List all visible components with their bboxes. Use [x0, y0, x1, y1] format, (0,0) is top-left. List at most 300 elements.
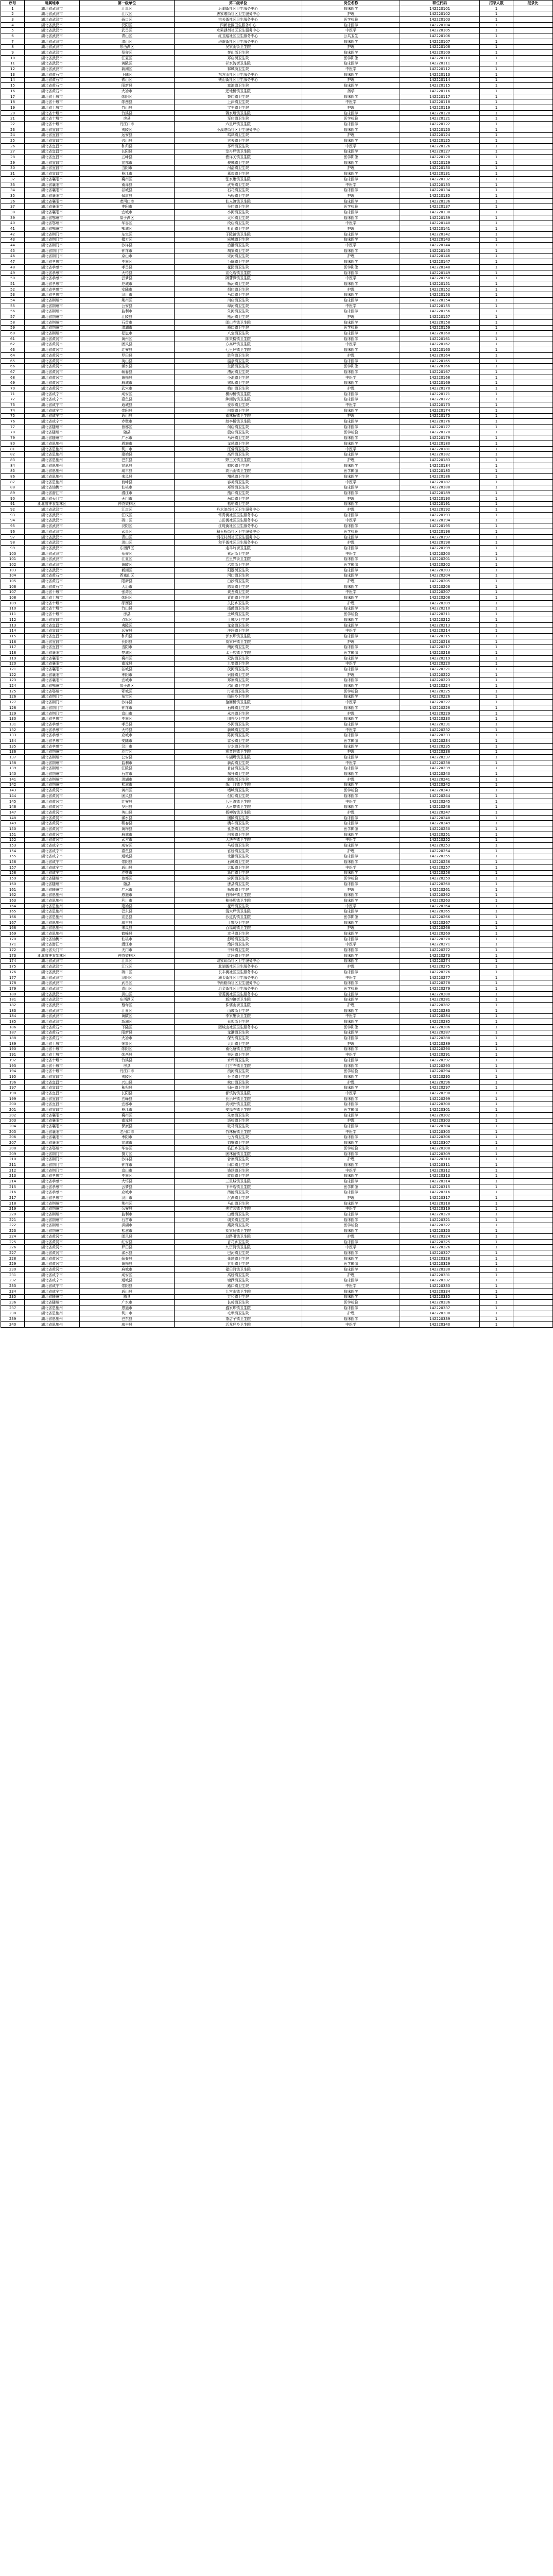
ratio-cell	[513, 727, 553, 733]
row-number-cell: 193	[1, 1063, 25, 1069]
post-name-cell: 护理	[302, 810, 400, 816]
post-code-cell: 142220149	[400, 270, 480, 276]
level1-unit-cell: 钟祥市	[80, 705, 175, 711]
city-cell: 湖北省恩施州	[25, 903, 80, 909]
quota-cell: 1	[480, 947, 513, 953]
ratio-cell	[513, 870, 553, 876]
level1-unit-cell: 南漳县	[80, 661, 175, 667]
post-code-cell: 142220158	[400, 319, 480, 325]
level2-unit-cell: 杨河镇卫生院	[175, 281, 302, 287]
level2-unit-cell: 奓山街卫生院	[175, 50, 302, 56]
table-row	[1, 622, 553, 628]
level2-unit-cell: 漕河镇卫生院	[175, 369, 302, 375]
post-code-cell: 142220268	[400, 925, 480, 931]
post-name-cell: 药学	[302, 89, 400, 94]
level2-unit-cell: 毛坝镇卫生院	[175, 1311, 302, 1316]
row-number-cell: 44	[1, 243, 25, 248]
city-cell: 湖北省黄冈市	[25, 1267, 80, 1273]
post-name-cell: 临床医学	[302, 1267, 400, 1273]
post-name-cell: 护理	[302, 386, 400, 392]
post-code-cell: 142220224	[400, 683, 480, 689]
level1-unit-cell: 钟祥市	[80, 1162, 175, 1168]
city-cell: 湖北省黄冈市	[25, 810, 80, 816]
row-number-cell: 171	[1, 942, 25, 947]
ratio-cell	[513, 936, 553, 942]
table-row	[1, 529, 553, 535]
post-name-cell: 临床医学	[302, 94, 400, 99]
table-row	[1, 347, 553, 353]
post-code-cell: 142220316	[400, 1190, 480, 1195]
table-row	[1, 639, 553, 645]
city-cell: 湖北省武汉市	[25, 507, 80, 513]
table-row	[1, 628, 553, 634]
table-row	[1, 122, 553, 127]
quota-cell: 1	[480, 276, 513, 281]
level1-unit-cell: 蕲春县	[80, 1256, 175, 1261]
header-cell: 序号	[1, 1, 25, 6]
ratio-cell	[513, 72, 553, 77]
level1-unit-cell: 五峰县	[80, 1096, 175, 1101]
quota-cell: 1	[480, 1146, 513, 1151]
ratio-cell	[513, 1250, 553, 1256]
ratio-cell	[513, 810, 553, 816]
row-number-cell: 214	[1, 1179, 25, 1184]
post-name-cell: 护理	[302, 1041, 400, 1046]
row-number-cell: 14	[1, 77, 25, 83]
recruitment-table	[1, 0, 553, 1328]
post-name-cell: 中医学	[302, 402, 400, 408]
ratio-cell	[513, 281, 553, 287]
level2-unit-cell: 茶店镇卫生院	[175, 94, 302, 99]
level2-unit-cell: 张塝镇卫生院	[175, 1256, 302, 1261]
level2-unit-cell: 椒园镇卫生院	[175, 463, 302, 468]
post-name-cell: 临床医学	[302, 188, 400, 193]
post-code-cell: 142220154	[400, 298, 480, 303]
city-cell: 湖北省黄冈市	[25, 837, 80, 843]
post-name-cell: 临床医学	[302, 716, 400, 722]
table-row	[1, 980, 553, 986]
ratio-cell	[513, 606, 553, 612]
table-row	[1, 485, 553, 490]
table-row	[1, 617, 553, 623]
row-number-cell: 3	[1, 17, 25, 23]
ratio-cell	[513, 319, 553, 325]
table-row	[1, 1322, 553, 1328]
table-row	[1, 931, 553, 937]
quota-cell: 1	[480, 876, 513, 882]
quota-cell: 1	[480, 837, 513, 843]
city-cell: 湖北省荆州市	[25, 319, 80, 325]
row-number-cell: 100	[1, 551, 25, 556]
table-row	[1, 353, 553, 359]
level2-unit-cell: 陈贵镇卫生院	[175, 584, 302, 589]
table-row	[1, 600, 553, 606]
ratio-cell	[513, 83, 553, 89]
level1-unit-cell: 宣恩县	[80, 914, 175, 920]
row-number-cell: 77	[1, 424, 25, 430]
row-number-cell: 92	[1, 507, 25, 513]
level1-unit-cell: 樊城区	[80, 650, 175, 656]
city-cell: 湖北省宜昌市	[25, 1096, 80, 1101]
city-cell: 湖北省荆门市	[25, 710, 80, 716]
table-row	[1, 562, 553, 568]
post-name-cell: 临床医学	[302, 309, 400, 314]
quota-cell: 1	[480, 501, 513, 507]
post-code-cell: 142220249	[400, 821, 480, 826]
table-row	[1, 749, 553, 755]
row-number-cell: 42	[1, 231, 25, 237]
post-code-cell: 142220180	[400, 441, 480, 447]
level1-unit-cell: 当阳市	[80, 165, 175, 171]
ratio-cell	[513, 848, 553, 854]
quota-cell: 1	[480, 99, 513, 105]
quota-cell: 1	[480, 369, 513, 375]
table-row	[1, 793, 553, 799]
city-cell: 湖北省武汉市	[25, 50, 80, 56]
post-name-cell: 护理	[302, 1118, 400, 1124]
row-number-cell: 203	[1, 1118, 25, 1124]
level2-unit-cell: 烟店镇卫生院	[175, 286, 302, 292]
post-name-cell: 临床医学	[302, 771, 400, 777]
quota-cell: 1	[480, 546, 513, 551]
city-cell: 湖北省武汉市	[25, 986, 80, 992]
post-code-cell: 142220269	[400, 931, 480, 937]
level2-unit-cell: 邾城街卫生院	[175, 66, 302, 72]
post-name-cell: 临床医学	[302, 766, 400, 771]
quota-cell: 1	[480, 622, 513, 628]
ratio-cell	[513, 1173, 553, 1179]
ratio-cell	[513, 766, 553, 771]
row-number-cell: 20	[1, 110, 25, 116]
quota-cell: 1	[480, 424, 513, 430]
level2-unit-cell: 石城镇卫生院	[175, 859, 302, 865]
level2-unit-cell: 河口镇卫生院	[175, 573, 302, 579]
table-row	[1, 479, 553, 485]
level2-unit-cell: 熊口镇卫生院	[175, 490, 302, 496]
level2-unit-cell: 石牌镇卫生院	[175, 705, 302, 711]
post-name-cell: 临床医学	[302, 523, 400, 529]
table-row	[1, 947, 553, 953]
post-name-cell: 临床医学	[302, 347, 400, 353]
city-cell: 湖北省鄂州市	[25, 226, 80, 232]
row-number-cell: 140	[1, 771, 25, 777]
level1-unit-cell: 黄陂区	[80, 562, 175, 568]
ratio-cell	[513, 991, 553, 997]
level2-unit-cell: 安福寺镇卫生院	[175, 1107, 302, 1113]
post-code-cell: 142220145	[400, 248, 480, 253]
level1-unit-cell: 阳新县	[80, 1030, 175, 1036]
level1-unit-cell: 嘉鱼县	[80, 848, 175, 854]
row-number-cell: 166	[1, 914, 25, 920]
table-row	[1, 1239, 553, 1245]
table-row	[1, 188, 553, 193]
city-cell: 湖北省黄冈市	[25, 1239, 80, 1245]
post-code-cell: 142220124	[400, 132, 480, 138]
city-cell: 湖北省宜昌市	[25, 628, 80, 634]
table-row	[1, 799, 553, 804]
post-name-cell: 医学检验	[302, 876, 400, 882]
city-cell: 湖北省襄阳市	[25, 661, 80, 667]
table-row	[1, 1003, 553, 1008]
level1-unit-cell: 远安县	[80, 628, 175, 634]
table-row	[1, 314, 553, 320]
level2-unit-cell: 唐县镇卫生院	[175, 882, 302, 887]
post-code-cell: 142220186	[400, 474, 480, 480]
ratio-cell	[513, 1019, 553, 1025]
city-cell: 湖北省孝感市	[25, 1179, 80, 1184]
level1-unit-cell: 松滋市	[80, 331, 175, 336]
post-code-cell: 142220110	[400, 55, 480, 61]
city-cell: 湖北省武汉市	[25, 44, 80, 50]
row-number-cell: 5	[1, 28, 25, 33]
ratio-cell	[513, 325, 553, 331]
quota-cell: 1	[480, 171, 513, 177]
ratio-cell	[513, 452, 553, 457]
row-number-cell: 141	[1, 776, 25, 782]
post-name-cell: 临床医学	[302, 997, 400, 1003]
city-cell: 湖北省十堰市	[25, 612, 80, 617]
level2-unit-cell: 两河镇卫生院	[175, 645, 302, 650]
post-code-cell: 142220314	[400, 1179, 480, 1184]
ratio-cell	[513, 799, 553, 804]
level1-unit-cell: 仙桃市	[80, 485, 175, 490]
quota-cell: 1	[480, 975, 513, 980]
header-cell: 岗位名称	[302, 1, 400, 6]
city-cell: 湖北省十堰市	[25, 94, 80, 99]
quota-cell: 1	[480, 667, 513, 672]
quota-cell: 1	[480, 815, 513, 821]
level1-unit-cell: 鹤峰县	[80, 931, 175, 937]
quota-cell: 1	[480, 595, 513, 601]
post-name-cell: 临床医学	[302, 424, 400, 430]
row-number-cell: 10	[1, 55, 25, 61]
level2-unit-cell: 团陂镇卫生院	[175, 815, 302, 821]
post-name-cell: 临床医学	[302, 237, 400, 243]
city-cell: 湖北省襄阳市	[25, 1134, 80, 1140]
post-name-cell: 临床医学	[302, 177, 400, 182]
post-name-cell: 临床医学	[302, 474, 400, 480]
city-cell: 湖北省荆州市	[25, 1223, 80, 1228]
city-cell: 湖北省宜昌市	[25, 1107, 80, 1113]
table-row	[1, 221, 553, 226]
row-number-cell: 85	[1, 468, 25, 474]
quota-cell: 1	[480, 986, 513, 992]
post-name-cell: 临床医学	[302, 319, 400, 325]
city-cell: 湖北省咸宁市	[25, 1272, 80, 1278]
level2-unit-cell: 八里湾镇卫生院	[175, 799, 302, 804]
ratio-cell	[513, 1217, 553, 1223]
level1-unit-cell: 罗田县	[80, 804, 175, 810]
row-number-cell: 74	[1, 408, 25, 413]
level1-unit-cell: 麻城市	[80, 832, 175, 837]
table-row	[1, 397, 553, 402]
table-row	[1, 865, 553, 870]
ratio-cell	[513, 672, 553, 677]
row-number-cell: 202	[1, 1112, 25, 1118]
post-name-cell: 中医学	[302, 518, 400, 523]
post-name-cell: 临床医学	[302, 61, 400, 66]
level1-unit-cell: 新洲区	[80, 66, 175, 72]
ratio-cell	[513, 342, 553, 347]
post-name-cell: 临床医学	[302, 1239, 400, 1245]
level1-unit-cell: 武穴市	[80, 837, 175, 843]
quota-cell: 1	[480, 1085, 513, 1091]
city-cell: 湖北省咸宁市	[25, 848, 80, 854]
level2-unit-cell: 刘猴镇卫生院	[175, 1140, 302, 1146]
table-row	[1, 733, 553, 738]
table-row	[1, 512, 553, 518]
city-cell: 湖北省荆州市	[25, 1212, 80, 1217]
level2-unit-cell: 斗湖堤镇卫生院	[175, 755, 302, 760]
post-name-cell: 临床医学	[302, 259, 400, 265]
row-number-cell: 50	[1, 276, 25, 281]
post-name-cell: 临床医学	[302, 733, 400, 738]
quota-cell: 1	[480, 1173, 513, 1179]
post-name-cell: 中医学	[302, 276, 400, 281]
post-name-cell: 护理	[302, 44, 400, 50]
table-row	[1, 887, 553, 892]
post-code-cell: 142220339	[400, 1316, 480, 1322]
city-cell: 湖北省十堰市	[25, 105, 80, 111]
level1-unit-cell: 神农架林区	[80, 501, 175, 507]
post-name-cell: 临床医学	[302, 854, 400, 859]
post-name-cell: 临床医学	[302, 298, 400, 303]
row-number-cell: 178	[1, 980, 25, 986]
ratio-cell	[513, 430, 553, 435]
ratio-cell	[513, 1157, 553, 1162]
table-row	[1, 430, 553, 435]
level2-unit-cell: 唐家墩街社区卫生服务中心	[175, 11, 302, 17]
post-name-cell: 护理	[302, 253, 400, 259]
quota-cell: 1	[480, 122, 513, 127]
post-name-cell: 护理	[302, 507, 400, 513]
ratio-cell	[513, 1195, 553, 1201]
city-cell: 湖北省恩施州	[25, 1305, 80, 1311]
row-number-cell: 172	[1, 947, 25, 953]
post-name-cell: 中医学	[302, 375, 400, 380]
level1-unit-cell: 京山市	[80, 710, 175, 716]
table-row	[1, 94, 553, 99]
table-row	[1, 914, 553, 920]
post-name-cell: 临床医学	[302, 970, 400, 975]
post-code-cell: 142220198	[400, 540, 480, 546]
row-number-cell: 143	[1, 788, 25, 793]
row-number-cell: 49	[1, 270, 25, 276]
level1-unit-cell: 江岸区	[80, 507, 175, 513]
level1-unit-cell: 秭归县	[80, 1085, 175, 1091]
quota-cell: 1	[480, 1316, 513, 1322]
level2-unit-cell: 长丰街社区卫生服务中心	[175, 970, 302, 975]
table-row	[1, 1058, 553, 1063]
post-code-cell: 142220211	[400, 612, 480, 617]
post-code-cell: 142220293	[400, 1063, 480, 1069]
post-name-cell: 护理	[302, 925, 400, 931]
city-cell: 湖北省宜昌市	[25, 1091, 80, 1096]
ratio-cell	[513, 1305, 553, 1311]
ratio-cell	[513, 314, 553, 320]
level2-unit-cell: 堵城镇卫生院	[175, 788, 302, 793]
row-number-cell: 21	[1, 116, 25, 122]
level1-unit-cell: 宜都市	[80, 1101, 175, 1107]
ratio-cell	[513, 468, 553, 474]
quota-cell: 1	[480, 89, 513, 94]
quota-cell: 1	[480, 408, 513, 413]
post-name-cell: 临床医学	[302, 677, 400, 683]
table-row	[1, 198, 553, 204]
table-row	[1, 1063, 553, 1069]
level1-unit-cell: 通山县	[80, 413, 175, 419]
level2-unit-cell: 北湖街社区卫生服务中心	[175, 964, 302, 970]
post-name-cell: 医学检验	[302, 986, 400, 992]
ratio-cell	[513, 920, 553, 925]
row-number-cell: 7	[1, 39, 25, 44]
level2-unit-cell: 钢花村街社区卫生服务中心	[175, 534, 302, 540]
post-name-cell: 临床医学	[302, 909, 400, 914]
table-row	[1, 83, 553, 89]
quota-cell: 1	[480, 1261, 513, 1267]
ratio-cell	[513, 1184, 553, 1190]
table-row	[1, 1129, 553, 1134]
post-code-cell: 142220291	[400, 1052, 480, 1058]
level1-unit-cell: 蔡甸区	[80, 50, 175, 56]
ratio-cell	[513, 1036, 553, 1041]
city-cell: 湖北省宜昌市	[25, 622, 80, 628]
post-code-cell: 142220252	[400, 837, 480, 843]
quota-cell: 1	[480, 661, 513, 667]
table-row	[1, 358, 553, 364]
ratio-cell	[513, 909, 553, 914]
row-number-cell: 81	[1, 446, 25, 452]
row-number-cell: 142	[1, 782, 25, 788]
quota-cell: 1	[480, 430, 513, 435]
level2-unit-cell: 沙道沟镇卫生院	[175, 914, 302, 920]
table-row	[1, 446, 553, 452]
level2-unit-cell: 刘家场镇卫生院	[175, 1228, 302, 1234]
ratio-cell	[513, 155, 553, 160]
level2-unit-cell: 七方镇卫生院	[175, 1134, 302, 1140]
table-row	[1, 1118, 553, 1124]
post-name-cell: 护理	[302, 848, 400, 854]
level2-unit-cell: 钱场镇卫生院	[175, 1167, 302, 1173]
level2-unit-cell: 龙舟坪镇卫生院	[175, 149, 302, 155]
quota-cell: 1	[480, 722, 513, 727]
city-cell: 湖北省恩施州	[25, 914, 80, 920]
post-name-cell: 临床医学	[302, 1101, 400, 1107]
post-code-cell: 142220163	[400, 347, 480, 353]
level1-unit-cell: 随县	[80, 1294, 175, 1300]
ratio-cell	[513, 1030, 553, 1036]
level1-unit-cell: 梁子湖区	[80, 215, 175, 221]
level2-unit-cell: 张家集镇卫生院	[175, 177, 302, 182]
table-row	[1, 1200, 553, 1206]
table-row	[1, 1162, 553, 1168]
level2-unit-cell: 纸厂河镇卫生院	[175, 782, 302, 788]
level1-unit-cell: 大冶市	[80, 584, 175, 589]
level1-unit-cell: 松滋市	[80, 782, 175, 788]
post-code-cell: 142220136	[400, 198, 480, 204]
level2-unit-cell: 柏杨坝镇卫生院	[175, 898, 302, 904]
row-number-cell: 13	[1, 72, 25, 77]
header-row	[1, 1, 553, 6]
city-cell: 湖北省随州市	[25, 876, 80, 882]
city-cell: 湖北省荆州市	[25, 309, 80, 314]
city-cell: 湖北省襄阳市	[25, 182, 80, 188]
level1-unit-cell: 曾都区	[80, 876, 175, 882]
quota-cell: 1	[480, 11, 513, 17]
level2-unit-cell: 白螺镇卫生院	[175, 1212, 302, 1217]
level2-unit-cell: 渔洋关镇卫生院	[175, 155, 302, 160]
level1-unit-cell: 团风县	[80, 1234, 175, 1240]
